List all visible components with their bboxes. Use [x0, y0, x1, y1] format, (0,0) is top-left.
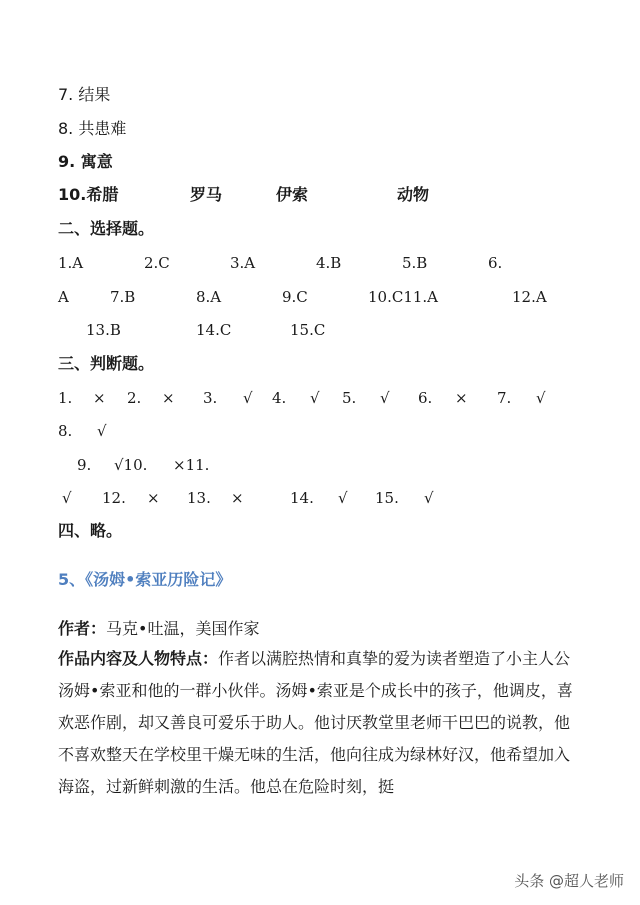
- judge-number: 2.: [127, 389, 142, 407]
- judge-mark: √: [424, 489, 434, 507]
- choice-answer: 2.C: [144, 254, 170, 272]
- judge-number: 8.: [58, 422, 73, 440]
- author-label: 作者：: [58, 619, 107, 638]
- answer-10-c: 伊索: [276, 185, 309, 204]
- judge-mark: √: [380, 389, 390, 407]
- judge-number: 7.: [497, 389, 512, 407]
- choice-answer: 9.C: [282, 288, 308, 306]
- choice-answer: 10.C11.A: [368, 288, 439, 306]
- choice-answer: 14.C: [196, 321, 232, 339]
- choice-answer: 13.B: [86, 321, 121, 339]
- answer-8: 8. 共患难: [58, 119, 127, 138]
- choice-answer: 3.A: [230, 254, 256, 272]
- judge-number: 4.: [272, 389, 287, 407]
- judge-number: 14.: [290, 489, 314, 507]
- judge-mark: ×: [231, 489, 244, 507]
- judge-number: 13.: [187, 489, 211, 507]
- choice-answer: A: [58, 288, 69, 306]
- author-value: 马克•吐温，美国作家: [106, 619, 260, 638]
- judge-mark: √10.: [114, 456, 148, 474]
- answer-10-d: 动物: [397, 185, 430, 204]
- section-2-title: 二、选择题。: [58, 219, 155, 238]
- judge-mark: ×: [162, 389, 175, 407]
- choice-answer: 7.B: [110, 288, 136, 306]
- choice-answer: 8.A: [196, 288, 222, 306]
- judge-mark: √: [310, 389, 320, 407]
- judge-mark: √: [243, 389, 253, 407]
- answer-10-num: 10.希腊: [58, 185, 119, 204]
- content-label: 作品内容及人物特点：: [58, 649, 219, 668]
- judge-mark: √: [536, 389, 546, 407]
- choice-answer: 4.B: [316, 254, 342, 272]
- judge-number: 15.: [375, 489, 399, 507]
- judge-mark: ×: [147, 489, 160, 507]
- content-paragraph: [58, 643, 584, 803]
- judge-mark: √: [338, 489, 348, 507]
- choice-answer: 6.: [488, 254, 503, 272]
- judge-number: 6.: [418, 389, 433, 407]
- judge-number: 3.: [203, 389, 218, 407]
- answer-7: 7. 结果: [58, 85, 111, 104]
- content-text: 作者以满腔热情和真挚的爱为读者塑造了小主人公汤姆•索亚和他的一群小伙伴。汤姆•索亚是个成长中的孩子，他调皮，喜欢恶作剧，却又善良可爱乐于助人。他讨厌教堂里老师干巴巴的说教，他不喜欢整天在学校里干燥无味的生活，他向往成为绿林好汉，他希望加入海盗，过新鲜刺激的生活。他总在危险时刻，挺: [58, 649, 573, 796]
- judge-number: 5.: [342, 389, 357, 407]
- watermark: 头条 @超人老师: [514, 872, 624, 890]
- book-heading: 5、《汤姆•索亚历险记》: [58, 570, 232, 589]
- choice-answer: 15.C: [290, 321, 326, 339]
- judge-mark: ×: [455, 389, 468, 407]
- judge-number: 1.: [58, 389, 73, 407]
- judge-mark: ×: [93, 389, 106, 407]
- choice-answer: 5.B: [402, 254, 428, 272]
- section-3-title: 三、判断题。: [58, 354, 155, 373]
- judge-number: 9.: [77, 456, 92, 474]
- answer-9: 9. 寓意: [58, 152, 113, 171]
- judge-mark: √: [62, 489, 72, 507]
- judge-mark: √: [97, 422, 107, 440]
- section-4-title: 四、略。: [58, 521, 123, 540]
- answer-10-b: 罗马: [190, 185, 223, 204]
- choice-answer: 1.A: [58, 254, 84, 272]
- judge-number: 12.: [102, 489, 126, 507]
- author-line: [58, 619, 259, 639]
- choice-answer: 12.A: [512, 288, 547, 306]
- judge-mark: ×11.: [173, 456, 210, 474]
